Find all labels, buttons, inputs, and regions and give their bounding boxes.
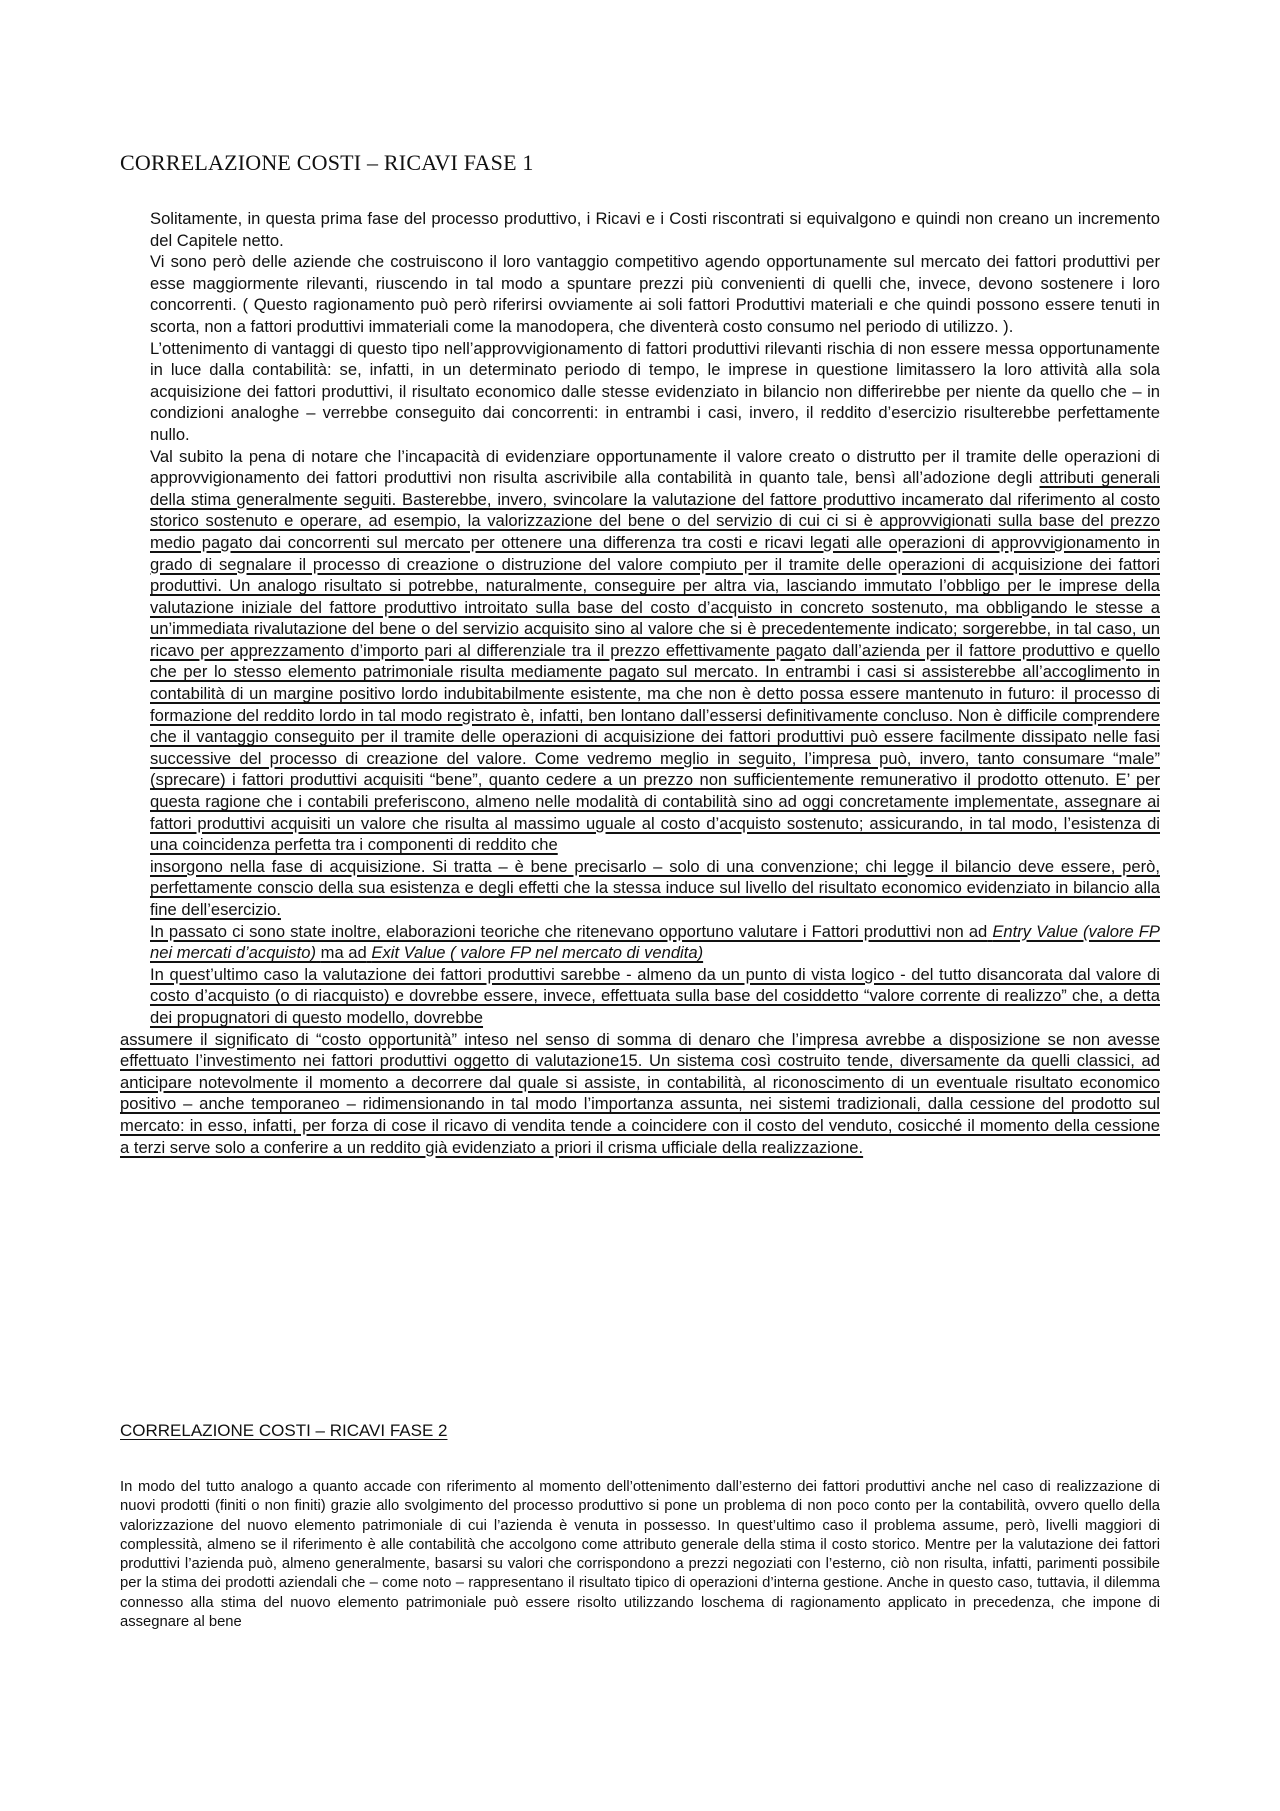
paragraph-6-connector: ma ad bbox=[320, 943, 367, 963]
exit-value-term: Exit Value ( valore FP nel mercato di vendita) bbox=[371, 943, 704, 963]
paragraph-6-text: In passato ci sono state inoltre, elaborazioni teoriche che ritenevano opportuno valutare i Fattori produttivi non ad bbox=[150, 921, 988, 941]
section1-paragraph-3: L’ottenimento di vantaggi di questo tipo nell’approvvigionamento di fattori produttivi rilevanti rischia di non essere messa opportunamente in luce dalla contabilità: se, infatti, in un determinato periodo di tempo, le imprese in questione limitassero la loro attività alla sola acquisizione dei fattori produttivi, il risultato economico dalle stesse evidenziato in bilancio non differirebbe per niente da quello che – in condizioni analoghe – verrebbe conseguito dai concorrenti: in entrambi i casi, invero, il reddito d’esercizio risulterebbe perfettamente nullo. bbox=[150, 338, 1160, 444]
section1-paragraph-7: In quest’ultimo caso la valutazione dei fattori produttivi sarebbe - almeno da un punto di vista logico - del tutto disancorata dal valore di costo d’acquisto (o di riacquisto) e dovrebbe essere, invece, effettuata sulla base del cosiddetto “valore corrente di realizzo” che, a detta dei propugnatori di questo modello, dovrebbe bbox=[150, 964, 1160, 1027]
paragraph-4-underlined-text: attributi generali della stima generalmente seguiti. Basterebbe, invero, svincolare la valutazione del fattore produttivo incamerato dal riferimento al costo storico sostenuto e operare, ad esempio, la valorizzazione del bene o del servizio di cui ci si è approvvigionati sulla base del prezzo medio pagato dai concorrenti sul mercato per ottenere una differenza tra costi e ricavi legati alle operazioni di approvvigionamento in grado di segnalare il processo di creazione o distruzione del valore compiuto per il tramite delle operazioni di acquisizione dei fattori produttivi. Un analogo risultato si potrebbe, naturalmente, conseguire per altra via, lasciando immutato l’obbligo per le imprese della valutazione iniziale del fattore produttivo introitato sulla base del costo d’acquisto in concreto sostenuto, ma obbligando le stesse a un’immediata rivalutazione del bene o del servizio acquisito sino al valore che si è precedentemente indicato; sorgerebbe, in tal caso, un ricavo per apprezzamento d’importo pari al differenziale tra il prezzo effettivamente pagato dall’azienda per il fattore produttivo e quello che per lo stesso elemento patrimoniale risulta mediamente pagato sul mercato. In entrambi i casi si assisterebbe all’accoglimento in contabilità di un margine positivo lordo indubitabilmente esistente, ma che non è detto possa essere mantenuto in futuro: il processo di formazione del reddito lordo in tal modo registrato è, infatti, ben lontano dall’essersi definitivamente concluso. Non è difficile comprendere che il vantaggio conseguito per il tramite delle operazioni di acquisizione dei fattori produttivi può essere facilmente dissipato nelle fasi successive del processo di creazione del valore. Come vedremo meglio in seguito, l’impresa può, invero, tanto consumare “male” (sprecare) i fattori produttivi acquisiti “bene”, quanto cedere a un prezzo non sufficientemente remunerativo il prodotto ottenuto. E’ per questa ragione che i contabili preferiscono, almeno nelle modalità di contabilità sino ad oggi concretamente implementate, assegnare ai fattori produttivi acquisiti un valore che risulta al massimo uguale al costo d’acquisto sostenuto; assicurando, in tal modo, l’esistenza di una coincidenza perfetta tra i componenti di reddito che bbox=[150, 468, 1160, 855]
section2-body bbox=[120, 1478, 1160, 1632]
section1-paragraph-1: Solitamente, in questa prima fase del processo produttivo, i Ricavi e i Costi riscontrati si equivalgono e quindi non creano un incremento del Capitele netto. bbox=[150, 209, 1160, 250]
section2-paragraph-1: In modo del tutto analogo a quanto accade con riferimento al momento dell’ottenimento dall’esterno dei fattori produttivi anche nel caso di realizzazione di nuovi prodotti (finiti o non finiti) grazie allo svolgimento del processo produttivo si pone un problema di non poco conto per la contabilità, ovvero quello della valorizzazione del nuovo elemento patrimoniale di cui l’azienda è venuta in possesso. In quest’ultimo caso il problema assume, però, livelli maggiori di complessità, almeno se il riferimento è alle contabilità che accolgono come attributo generale della stima il costo storico. Mentre per la valutazione dei fattori produttivi l’azienda può, almeno generalmente, basarsi su valori che corrispondono a prezzi negoziati con l’esterno, ciò non risulta, infatti, parimenti possibile per la stima dei prodotti aziendali che – come noto – rappresentano il risultato tipico di operazioni d’interna gestione. Anche in questo caso, tuttavia, il dilemma connesso alla stima del nuovo elemento patrimoniale può essere risolto utilizzando loschema di ragionamento applicato in precedenza, che impone di assegnare al bene bbox=[120, 1479, 1160, 1631]
section1-paragraph-4 bbox=[150, 446, 1160, 856]
section1-paragraph-7-continued: assumere il significato di “costo opportunità” inteso nel senso di somma di denaro che l’impresa avrebbe a disposizione se non avesse effettuato l’investimento nei fattori produttivi oggetto di valutazione15. Un sistema così costruito tende, diversamente da quelli classici, ad anticipare notevolmente il momento a decorrere dal quale si assiste, in contabilità, al riconoscimento di un eventuale risultato economico positivo – anche temporaneo – ridimensionando in tal modo l’importanza assunta, nei sistemi tradizionali, dalla cessione del prodotto sul mercato: in esso, infatti, per forza di cose il ricavo di vendita tende a coincidere con il costo del venduto, cosicché il momento della cessione a terzi serve solo a conferire a un reddito già evidenziato a priori il crisma ufficiale della realizzazione. bbox=[120, 1029, 1160, 1157]
entry-value-term: Entry Value (valore FP nei mercati d’acquisto) bbox=[150, 921, 1160, 963]
section1-paragraph-6 bbox=[150, 921, 1160, 964]
section1-paragraph-2: Vi sono però delle aziende che costruiscono il loro vantaggio competitivo agendo opportunamente sul mercato dei fattori produttivi per esse maggiormente rilevanti, riuscendo in tal modo a spuntare prezzi più convenienti di quelli che, invece, devono sostenere i loro concorrenti. ( Questo ragionamento può però riferirsi ovviamente ai soli fattori Produttivi materiali e che quindi possono essere tenuti in scorta, non a fattori produttivi immateriali come la manodopera, che diventerà costo consumo nel periodo di utilizzo. ). bbox=[150, 252, 1160, 336]
section2-title: CORRELAZIONE COSTI – RICAVI FASE 2 bbox=[120, 1421, 448, 1440]
section1-title: CORRELAZIONE COSTI – RICAVI FASE 1 bbox=[120, 150, 534, 175]
paragraph-4-plain-text: Val subito la pena di notare che l’incapacità di evidenziare opportunamente il valore creato o distrutto per il tramite delle operazioni di approvvigionamento dei fattori produttivi non risulta ascrivibile alla contabilità in quanto tale, bensì all’adozione degli bbox=[150, 446, 1160, 488]
section1-body bbox=[120, 208, 1160, 1158]
section1-paragraph-5: insorgono nella fase di acquisizione. Si tratta – è bene precisarlo – solo di una convenzione; chi legge il bilancio deve essere, però, perfettamente conscio della sua esistenza e degli effetti che la stessa induce sul livello del risultato economico evidenziato in bilancio alla fine dell’esercizio. bbox=[150, 856, 1160, 919]
